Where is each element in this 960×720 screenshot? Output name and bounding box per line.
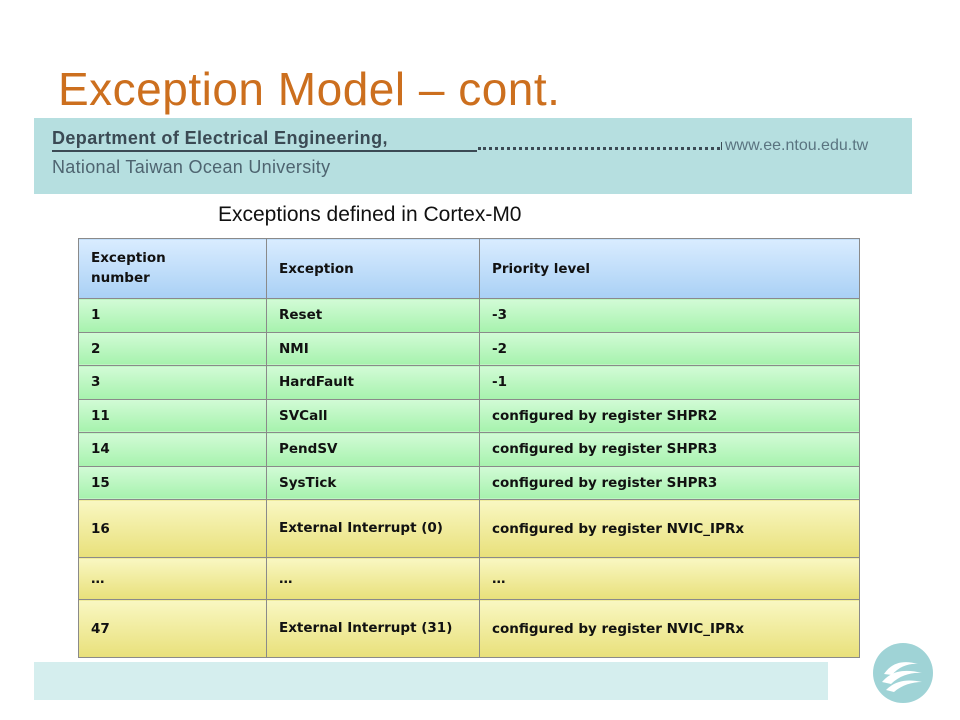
table-row	[79, 433, 860, 467]
cell-exception-number: 1	[79, 299, 267, 333]
website-url: www.ee.ntou.edu.tw	[725, 137, 869, 154]
ntou-wave-logo-icon	[872, 642, 934, 704]
table-header-row	[79, 239, 860, 299]
cell-exception: External Interrupt (0)	[267, 500, 480, 558]
cell-exception: NMI	[267, 332, 480, 366]
cell-exception: Reset	[267, 299, 480, 333]
table-row	[79, 466, 860, 500]
table-row	[79, 600, 860, 658]
cell-exception: External Interrupt (31)	[267, 600, 480, 658]
cell-priority-level: configured by register NVIC_IPRx	[480, 600, 860, 658]
cell-priority-level: -2	[480, 332, 860, 366]
cell-priority-level: configured by register SHPR3	[480, 466, 860, 500]
header-priority-level: Priority level	[480, 239, 860, 299]
cell-exception-number: 11	[79, 399, 267, 433]
table-row	[79, 558, 860, 600]
cell-exception: PendSV	[267, 433, 480, 467]
header-exception: Exception	[267, 239, 480, 299]
cell-exception-number: 3	[79, 366, 267, 400]
cell-exception-number: 2	[79, 332, 267, 366]
department-underline	[52, 150, 477, 152]
cell-exception-number: 14	[79, 433, 267, 467]
table-row	[79, 399, 860, 433]
cell-exception-number: …	[79, 558, 267, 600]
table-row	[79, 500, 860, 558]
cell-exception: …	[267, 558, 480, 600]
dotted-leader	[478, 147, 720, 150]
cell-exception: SVCall	[267, 399, 480, 433]
cell-priority-level: configured by register NVIC_IPRx	[480, 500, 860, 558]
cell-exception: HardFault	[267, 366, 480, 400]
header-exception-number: Exception number	[79, 239, 267, 299]
university-name: National Taiwan Ocean University	[52, 157, 331, 177]
department-name: Department of Electrical Engineering,	[52, 128, 388, 148]
leader-tick	[721, 142, 722, 150]
cell-exception-number: 15	[79, 466, 267, 500]
table-row	[79, 366, 860, 400]
cell-exception: SysTick	[267, 466, 480, 500]
table-row	[79, 332, 860, 366]
footer-band	[34, 662, 828, 700]
cell-exception-number: 16	[79, 500, 267, 558]
cell-priority-level: configured by register SHPR3	[480, 433, 860, 467]
cell-priority-level: configured by register SHPR2	[480, 399, 860, 433]
table-row	[79, 299, 860, 333]
cell-priority-level: -3	[480, 299, 860, 333]
cell-priority-level: …	[480, 558, 860, 600]
table-caption: Exceptions defined in Cortex-M0	[218, 203, 522, 226]
slide-title: Exception Model – cont.	[58, 63, 561, 115]
exception-table	[78, 238, 860, 658]
cell-exception-number: 47	[79, 600, 267, 658]
cell-priority-level: -1	[480, 366, 860, 400]
